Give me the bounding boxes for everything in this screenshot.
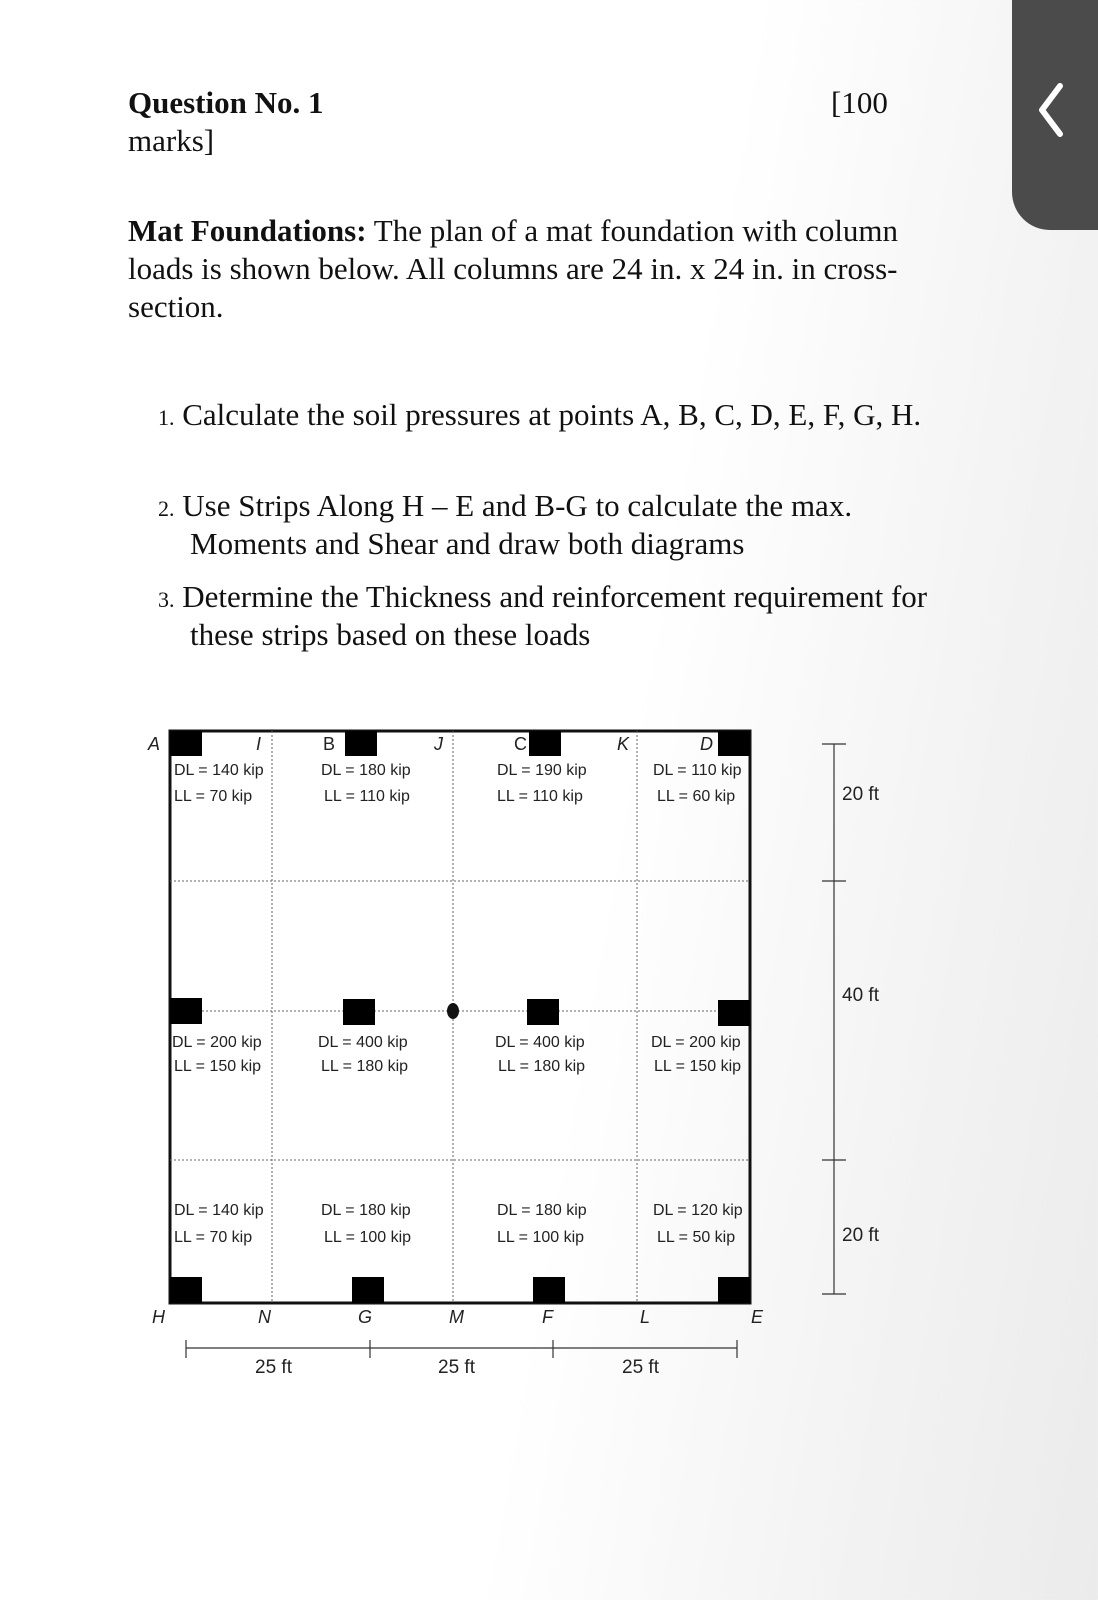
- v-dim-label-1: 20 ft: [842, 784, 879, 805]
- point-label-l: L: [640, 1307, 651, 1327]
- load-top-2-dl: DL = 180 kip: [321, 762, 411, 779]
- load-bot-1-ll: LL = 70 kip: [174, 1229, 253, 1246]
- load-bot-4-ll: LL = 50 kip: [657, 1229, 736, 1246]
- intro-lead: Mat Foundations:: [128, 213, 367, 248]
- column-top-2: [345, 731, 377, 756]
- load-top-1-ll: LL = 70 kip: [174, 788, 253, 805]
- load-bot-2-dl: DL = 180 kip: [321, 1202, 411, 1219]
- load-top-4-ll: LL = 60 kip: [657, 788, 736, 805]
- horizontal-dimension-line: [186, 1340, 737, 1358]
- centroid-marker: [447, 1003, 459, 1019]
- column-top-1: [170, 731, 202, 756]
- h-dim-label-3: 25 ft: [622, 1357, 659, 1378]
- v-dim-label-2: 40 ft: [842, 985, 879, 1006]
- task-2-line2: Moments and Shear and draw both diagrams: [190, 526, 745, 561]
- point-label-f: F: [542, 1307, 553, 1327]
- load-mid-3-ll: LL = 180 kip: [498, 1058, 586, 1075]
- column-top-3: [529, 731, 561, 756]
- column-bot-2: [352, 1277, 384, 1303]
- point-label-n: N: [258, 1307, 271, 1327]
- point-label-d: D: [700, 734, 713, 754]
- load-top-1-dl: DL = 140 kip: [174, 762, 264, 779]
- task-3-number: 3.: [158, 587, 175, 612]
- task-2-line1: Use Strips Along H – E and B-G to calculate the max.: [182, 488, 853, 523]
- point-label-b: B: [323, 734, 336, 754]
- load-top-3-dl: DL = 190 kip: [497, 762, 587, 779]
- question-title: Question No. 1: [128, 85, 324, 120]
- h-dim-label-1: 25 ft: [255, 1357, 292, 1378]
- point-label-j: J: [434, 734, 443, 754]
- intro-text: The plan of a mat foundation with column loads is shown below. All columns are 24 in. x 24 in. in cross-section.: [128, 213, 899, 324]
- task-1-number: 1.: [158, 405, 175, 430]
- column-mid-3: [527, 999, 559, 1025]
- marks-label-part2: marks]: [128, 123, 215, 158]
- column-bot-1: [170, 1277, 202, 1303]
- load-bot-1-dl: DL = 140 kip: [174, 1202, 264, 1219]
- column-mid-2: [343, 999, 375, 1025]
- marks-label-part1: [100: [831, 85, 888, 120]
- load-mid-4-dl: DL = 200 kip: [651, 1034, 741, 1051]
- h-dim-label-2: 25 ft: [438, 1357, 475, 1378]
- column-bot-3: [533, 1277, 565, 1303]
- point-label-k: K: [617, 734, 630, 754]
- task-1-line1: Calculate the soil pressures at points A, B, C, D, E, F, G, H.: [182, 397, 922, 432]
- point-label-c: C: [514, 734, 527, 754]
- column-mid-1: [170, 998, 202, 1024]
- load-mid-3-dl: DL = 400 kip: [495, 1034, 585, 1051]
- load-mid-4-ll: LL = 150 kip: [654, 1058, 742, 1075]
- v-dim-label-3: 20 ft: [842, 1225, 879, 1246]
- task-3-line2: these strips based on these loads: [190, 617, 591, 652]
- load-mid-2-ll: LL = 180 kip: [321, 1058, 409, 1075]
- load-bot-3-ll: LL = 100 kip: [497, 1229, 585, 1246]
- task-3-line1: Determine the Thickness and reinforcement requirement for: [182, 579, 928, 614]
- load-bot-2-ll: LL = 100 kip: [324, 1229, 412, 1246]
- point-label-e: E: [751, 1307, 764, 1327]
- point-label-h: H: [152, 1307, 165, 1327]
- point-label-g: G: [358, 1307, 373, 1327]
- column-bot-4: [718, 1277, 750, 1303]
- column-top-4: [718, 731, 750, 756]
- load-top-2-ll: LL = 110 kip: [324, 788, 410, 805]
- column-mid-4: [718, 1000, 750, 1026]
- load-bot-3-dl: DL = 180 kip: [497, 1202, 587, 1219]
- load-mid-1-dl: DL = 200 kip: [172, 1034, 262, 1051]
- point-label-i: I: [256, 734, 262, 754]
- load-top-3-ll: LL = 110 kip: [497, 788, 583, 805]
- point-label-a: A: [148, 734, 161, 754]
- load-top-4-dl: DL = 110 kip: [653, 762, 742, 779]
- load-mid-1-ll: LL = 150 kip: [174, 1058, 262, 1075]
- load-bot-4-dl: DL = 120 kip: [653, 1202, 743, 1219]
- point-label-m: M: [449, 1307, 464, 1327]
- task-2-number: 2.: [158, 496, 175, 521]
- vertical-dimension-line: [822, 744, 846, 1294]
- load-mid-2-dl: DL = 400 kip: [318, 1034, 408, 1051]
